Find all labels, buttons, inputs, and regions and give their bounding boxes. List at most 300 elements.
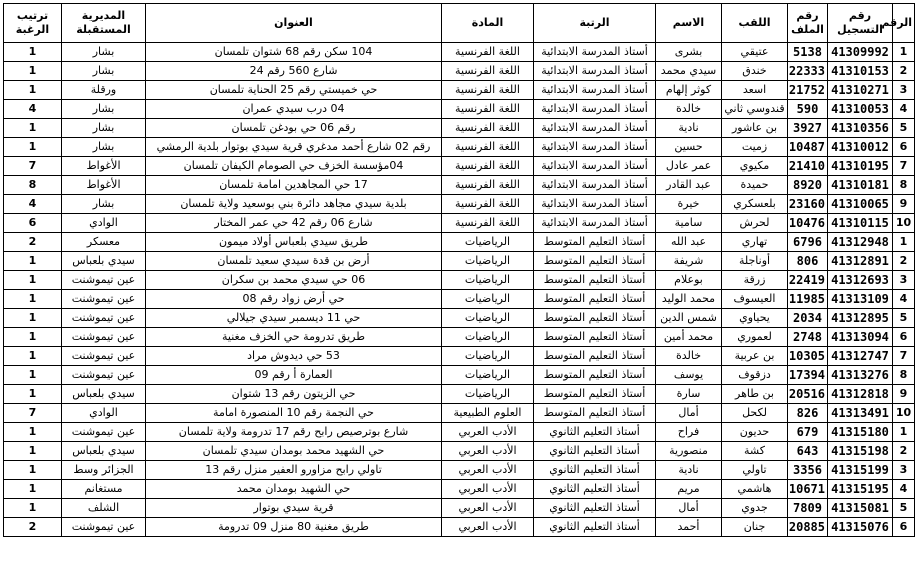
cell-address: حي خميستي رقم 25 الحناية تلمسان (146, 81, 442, 100)
cell-preference-rank: 1 (4, 81, 62, 100)
cell-address: أرض بن قدة سيدي سعيد تلمسان (146, 252, 442, 271)
cell-registration: 41315081 (828, 499, 893, 518)
cell-registration: 41312948 (828, 233, 893, 252)
cell-grade: أستاذ المدرسة الابتدائية (534, 43, 656, 62)
cell-directorate: بشار (62, 195, 146, 214)
cell-file-number: 2748 (788, 328, 828, 347)
cell-directorate: مستغانم (62, 480, 146, 499)
cell-num: 1 (893, 423, 915, 442)
cell-surname: زرقة (722, 271, 788, 290)
cell-num: 4 (893, 290, 915, 309)
cell-grade: أستاذ المدرسة الابتدائية (534, 62, 656, 81)
table-row (4, 366, 915, 385)
cell-directorate: بشار (62, 100, 146, 119)
cell-preference-rank: 1 (4, 290, 62, 309)
cell-surname: لعموري (722, 328, 788, 347)
cell-name: سيدي محمد (656, 62, 722, 81)
cell-num: 2 (893, 62, 915, 81)
table-row (4, 157, 915, 176)
cell-name: عمر عادل (656, 157, 722, 176)
cell-address: شارع 06 رقم 42 حي عمر المختار (146, 214, 442, 233)
header-registration: رقم التسجيل (828, 4, 893, 43)
cell-address: حي الزيتون رقم 13 شتوان (146, 385, 442, 404)
table-row (4, 423, 915, 442)
cell-registration: 41313109 (828, 290, 893, 309)
cell-address: حي النجمة رقم 10 المنصورة امامة (146, 404, 442, 423)
cell-surname: لحرش (722, 214, 788, 233)
cell-surname: بن طاهر (722, 385, 788, 404)
cell-surname: هاشمي (722, 480, 788, 499)
cell-subject: الأدب العربي (442, 423, 534, 442)
cell-surname: زميت (722, 138, 788, 157)
cell-directorate: عين تيموشنت (62, 271, 146, 290)
cell-directorate: عين تيموشنت (62, 347, 146, 366)
cell-name: مريم (656, 480, 722, 499)
cell-surname: اسعد (722, 81, 788, 100)
cell-num: 3 (893, 271, 915, 290)
cell-surname: مكيوي (722, 157, 788, 176)
cell-address: 04 درب سيدي عمران (146, 100, 442, 119)
cell-preference-rank: 4 (4, 100, 62, 119)
cell-address: طريق سيدي بلعباس أولاد ميمون (146, 233, 442, 252)
header-row (4, 4, 915, 43)
cell-subject: الرياضيات (442, 271, 534, 290)
cell-preference-rank: 1 (4, 385, 62, 404)
table-row (4, 214, 915, 233)
cell-address: 104 سكن رقم 68 شتوان تلمسان (146, 43, 442, 62)
cell-directorate: عين تيموشنت (62, 423, 146, 442)
cell-grade: أستاذ المدرسة الابتدائية (534, 138, 656, 157)
cell-name: منصورية (656, 442, 722, 461)
table-row (4, 385, 915, 404)
cell-registration: 41315195 (828, 480, 893, 499)
cell-file-number: 20516 (788, 385, 828, 404)
cell-preference-rank: 1 (4, 347, 62, 366)
cell-file-number: 10487 (788, 138, 828, 157)
cell-address: 06 حي سيدي محمد بن سكران (146, 271, 442, 290)
cell-directorate: عين تيموشنت (62, 366, 146, 385)
cell-preference-rank: 2 (4, 233, 62, 252)
cell-registration: 41309992 (828, 43, 893, 62)
cell-subject: اللغة الفرنسية (442, 157, 534, 176)
cell-preference-rank: 1 (4, 480, 62, 499)
table-row (4, 233, 915, 252)
cell-file-number: 3356 (788, 461, 828, 480)
cell-num: 4 (893, 100, 915, 119)
cell-address: شارع بوترصيص رابح رقم 17 تدرومة ولاية تلمسان (146, 423, 442, 442)
cell-directorate: عين تيموشنت (62, 309, 146, 328)
cell-preference-rank: 1 (4, 138, 62, 157)
cell-subject: العلوم الطبيعية (442, 404, 534, 423)
cell-directorate: عين تيموشنت (62, 328, 146, 347)
cell-registration: 41313276 (828, 366, 893, 385)
cell-directorate: بشار (62, 62, 146, 81)
cell-preference-rank: 8 (4, 176, 62, 195)
cell-surname: جنان (722, 518, 788, 537)
cell-name: أمال (656, 499, 722, 518)
cell-preference-rank: 1 (4, 423, 62, 442)
cell-num: 10 (893, 404, 915, 423)
cell-num: 5 (893, 309, 915, 328)
cell-subject: الرياضيات (442, 252, 534, 271)
cell-name: فراح (656, 423, 722, 442)
cell-registration: 41310356 (828, 119, 893, 138)
cell-grade: أستاذ التعليم المتوسط (534, 271, 656, 290)
cell-registration: 41310012 (828, 138, 893, 157)
cell-surname: خندق (722, 62, 788, 81)
table-row (4, 43, 915, 62)
header-surname: اللقب (722, 4, 788, 43)
header-preference-rank: ترتيب الرغبة (4, 4, 62, 43)
cell-file-number: 3927 (788, 119, 828, 138)
cell-directorate: معسكر (62, 233, 146, 252)
table-row (4, 461, 915, 480)
cell-address: شارع 560 رقم 24 (146, 62, 442, 81)
cell-file-number: 22419 (788, 271, 828, 290)
cell-address: تاولي رابح مزاورو العفير منزل رقم 13 (146, 461, 442, 480)
cell-surname: تاولي (722, 461, 788, 480)
cell-grade: أستاذ التعليم الثانوي (534, 518, 656, 537)
cell-name: كوثر إلهام (656, 81, 722, 100)
cell-num: 5 (893, 499, 915, 518)
cell-num: 2 (893, 442, 915, 461)
cell-grade: أستاذ التعليم المتوسط (534, 309, 656, 328)
cell-preference-rank: 1 (4, 461, 62, 480)
cell-grade: أستاذ التعليم المتوسط (534, 347, 656, 366)
cell-num: 1 (893, 43, 915, 62)
cell-directorate: الجزائر وسط (62, 461, 146, 480)
cell-directorate: الأغواط (62, 176, 146, 195)
cell-name: أحمد (656, 518, 722, 537)
table-row (4, 119, 915, 138)
cell-registration: 41310115 (828, 214, 893, 233)
header-subject: المادة (442, 4, 534, 43)
cell-num: 1 (893, 233, 915, 252)
cell-surname: عتيقي (722, 43, 788, 62)
cell-address: حي أرض زواد رقم 08 (146, 290, 442, 309)
cell-grade: أستاذ المدرسة الابتدائية (534, 214, 656, 233)
cell-grade: أستاذ المدرسة الابتدائية (534, 119, 656, 138)
cell-subject: الرياضيات (442, 347, 534, 366)
table-row (4, 290, 915, 309)
header-name: الاسم (656, 4, 722, 43)
cell-grade: أستاذ التعليم المتوسط (534, 404, 656, 423)
table-row (4, 176, 915, 195)
cell-file-number: 20885 (788, 518, 828, 537)
table-row (4, 62, 915, 81)
cell-address: رقم 06 حي بودغن تلمسان (146, 119, 442, 138)
cell-grade: أستاذ التعليم المتوسط (534, 233, 656, 252)
cell-preference-rank: 4 (4, 195, 62, 214)
table-body (4, 43, 915, 537)
cell-surname: بن عاشور (722, 119, 788, 138)
table-row (4, 347, 915, 366)
cell-directorate: سيدي بلعباس (62, 442, 146, 461)
document-page (0, 3, 917, 570)
cell-surname: حميدة (722, 176, 788, 195)
cell-subject: الرياضيات (442, 309, 534, 328)
cell-subject: الأدب العربي (442, 442, 534, 461)
cell-preference-rank: 1 (4, 442, 62, 461)
cell-grade: أستاذ التعليم الثانوي (534, 461, 656, 480)
cell-surname: قندوسي ثاني (722, 100, 788, 119)
cell-file-number: 23160 (788, 195, 828, 214)
cell-num: 8 (893, 176, 915, 195)
table-row (4, 309, 915, 328)
table-row (4, 404, 915, 423)
cell-subject: الأدب العربي (442, 518, 534, 537)
cell-directorate: ورقلة (62, 81, 146, 100)
cell-file-number: 11985 (788, 290, 828, 309)
cell-subject: اللغة الفرنسية (442, 62, 534, 81)
cell-preference-rank: 1 (4, 366, 62, 385)
cell-address: 04مؤسسة الخزف حي الصومام الكيفان تلمسان (146, 157, 442, 176)
cell-file-number: 10671 (788, 480, 828, 499)
table-row (4, 195, 915, 214)
cell-file-number: 6796 (788, 233, 828, 252)
table-row (4, 442, 915, 461)
cell-address: حي الشهيد بومدان محمد (146, 480, 442, 499)
cell-num: 7 (893, 347, 915, 366)
cell-grade: أستاذ التعليم الثانوي (534, 480, 656, 499)
cell-registration: 41310065 (828, 195, 893, 214)
header-file-number: رقم الملف (788, 4, 828, 43)
cell-name: نادية (656, 119, 722, 138)
cell-subject: الرياضيات (442, 385, 534, 404)
cell-subject: اللغة الفرنسية (442, 176, 534, 195)
cell-registration: 41312693 (828, 271, 893, 290)
cell-directorate: بشار (62, 119, 146, 138)
cell-registration: 41310153 (828, 62, 893, 81)
header-grade: الرتبة (534, 4, 656, 43)
cell-surname: لكحل (722, 404, 788, 423)
table-row (4, 328, 915, 347)
cell-name: يوسف (656, 366, 722, 385)
cell-address: بلدية سيدي مجاهد دائرة بني بوسعيد ولاية تلمسان (146, 195, 442, 214)
cell-subject: الرياضيات (442, 233, 534, 252)
cell-surname: تهاري (722, 233, 788, 252)
cell-name: سارة (656, 385, 722, 404)
cell-num: 10 (893, 214, 915, 233)
cell-subject: الأدب العربي (442, 461, 534, 480)
cell-preference-rank: 1 (4, 271, 62, 290)
cell-name: عبد القادر (656, 176, 722, 195)
cell-preference-rank: 1 (4, 62, 62, 81)
cell-registration: 41310053 (828, 100, 893, 119)
cell-preference-rank: 7 (4, 404, 62, 423)
cell-subject: الرياضيات (442, 290, 534, 309)
table-row (4, 138, 915, 157)
cell-address: طريق مغنية 80 منزل 09 تدرومة (146, 518, 442, 537)
cell-address: رقم 02 شارع أحمد مدغري قرية سيدي بوتوار بلدية الرمشي (146, 138, 442, 157)
cell-grade: أستاذ المدرسة الابتدائية (534, 176, 656, 195)
header-directorate: المديرية المستقبلة (62, 4, 146, 43)
cell-num: 5 (893, 119, 915, 138)
cell-preference-rank: 1 (4, 499, 62, 518)
cell-subject: اللغة الفرنسية (442, 138, 534, 157)
cell-name: نادية (656, 461, 722, 480)
cell-address: قرية سيدي بوتوار (146, 499, 442, 518)
cell-registration: 41310181 (828, 176, 893, 195)
cell-name: محمد الوليد (656, 290, 722, 309)
cell-name: بوعلام (656, 271, 722, 290)
cell-preference-rank: 7 (4, 157, 62, 176)
cell-num: 6 (893, 328, 915, 347)
cell-surname: العيسوف (722, 290, 788, 309)
cell-subject: الرياضيات (442, 328, 534, 347)
cell-directorate: الأغواط (62, 157, 146, 176)
cell-file-number: 22333 (788, 62, 828, 81)
cell-registration: 41315199 (828, 461, 893, 480)
cell-name: أمال (656, 404, 722, 423)
cell-preference-rank: 1 (4, 252, 62, 271)
cell-file-number: 21752 (788, 81, 828, 100)
cell-name: خيرة (656, 195, 722, 214)
table-row (4, 480, 915, 499)
cell-registration: 41312895 (828, 309, 893, 328)
cell-subject: اللغة الفرنسية (442, 100, 534, 119)
cell-num: 9 (893, 195, 915, 214)
cell-directorate: سيدي بلعباس (62, 385, 146, 404)
cell-preference-rank: 1 (4, 309, 62, 328)
cell-surname: يحياوي (722, 309, 788, 328)
table-row (4, 81, 915, 100)
cell-num: 7 (893, 157, 915, 176)
cell-subject: اللغة الفرنسية (442, 43, 534, 62)
cell-directorate: الوادي (62, 214, 146, 233)
cell-registration: 41312747 (828, 347, 893, 366)
cell-grade: أستاذ التعليم الثانوي (534, 442, 656, 461)
cell-subject: الأدب العربي (442, 480, 534, 499)
cell-preference-rank: 1 (4, 43, 62, 62)
cell-address: 17 حي المجاهدين امامة تلمسان (146, 176, 442, 195)
cell-grade: أستاذ المدرسة الابتدائية (534, 195, 656, 214)
cell-num: 3 (893, 81, 915, 100)
cell-surname: أوناجلة (722, 252, 788, 271)
transfer-table (3, 3, 915, 537)
cell-registration: 41310195 (828, 157, 893, 176)
cell-directorate: الوادي (62, 404, 146, 423)
cell-address: حي الشهيد محمد بومدان سيدي تلمسان (146, 442, 442, 461)
cell-surname: بن عربية (722, 347, 788, 366)
cell-registration: 41315198 (828, 442, 893, 461)
cell-preference-rank: 2 (4, 518, 62, 537)
cell-subject: اللغة الفرنسية (442, 214, 534, 233)
cell-num: 6 (893, 138, 915, 157)
table-row (4, 271, 915, 290)
cell-registration: 41315076 (828, 518, 893, 537)
cell-directorate: عين تيموشنت (62, 518, 146, 537)
cell-grade: أستاذ المدرسة الابتدائية (534, 100, 656, 119)
cell-file-number: 21410 (788, 157, 828, 176)
cell-surname: كشة (722, 442, 788, 461)
cell-subject: اللغة الفرنسية (442, 81, 534, 100)
cell-name: محمد أمين (656, 328, 722, 347)
cell-grade: أستاذ التعليم المتوسط (534, 328, 656, 347)
cell-directorate: بشار (62, 138, 146, 157)
cell-address: 53 حي ديدوش مراد (146, 347, 442, 366)
cell-grade: أستاذ التعليم المتوسط (534, 366, 656, 385)
cell-name: سامية (656, 214, 722, 233)
cell-grade: أستاذ التعليم الثانوي (534, 423, 656, 442)
cell-subject: اللغة الفرنسية (442, 195, 534, 214)
cell-grade: أستاذ التعليم المتوسط (534, 385, 656, 404)
cell-address: العمارة أ رقم 09 (146, 366, 442, 385)
header-num: الرقم (893, 4, 915, 43)
cell-preference-rank: 1 (4, 328, 62, 347)
cell-surname: جدوي (722, 499, 788, 518)
cell-grade: أستاذ المدرسة الابتدائية (534, 157, 656, 176)
cell-preference-rank: 1 (4, 119, 62, 138)
cell-directorate: بشار (62, 43, 146, 62)
table-row (4, 252, 915, 271)
cell-file-number: 8920 (788, 176, 828, 195)
table-row (4, 499, 915, 518)
cell-registration: 41315180 (828, 423, 893, 442)
cell-num: 3 (893, 461, 915, 480)
cell-num: 9 (893, 385, 915, 404)
header-address: العنوان (146, 4, 442, 43)
cell-file-number: 643 (788, 442, 828, 461)
cell-subject: الرياضيات (442, 366, 534, 385)
cell-preference-rank: 6 (4, 214, 62, 233)
cell-address: حي 11 ديسمبر سيدي جيلالي (146, 309, 442, 328)
cell-surname: بلعسكري (722, 195, 788, 214)
cell-file-number: 590 (788, 100, 828, 119)
cell-file-number: 10305 (788, 347, 828, 366)
cell-name: حسين (656, 138, 722, 157)
cell-name: خالدة (656, 347, 722, 366)
cell-directorate: الشلف (62, 499, 146, 518)
cell-name: بشرى (656, 43, 722, 62)
cell-registration: 41312818 (828, 385, 893, 404)
cell-address: طريق تدرومة حي الخزف مغنية (146, 328, 442, 347)
table-row (4, 100, 915, 119)
cell-file-number: 826 (788, 404, 828, 423)
cell-name: شمس الدين (656, 309, 722, 328)
cell-file-number: 17394 (788, 366, 828, 385)
cell-directorate: سيدي بلعباس (62, 252, 146, 271)
cell-grade: أستاذ المدرسة الابتدائية (534, 81, 656, 100)
cell-registration: 41310271 (828, 81, 893, 100)
cell-file-number: 806 (788, 252, 828, 271)
cell-grade: أستاذ التعليم المتوسط (534, 252, 656, 271)
cell-surname: حديون (722, 423, 788, 442)
cell-file-number: 2034 (788, 309, 828, 328)
cell-registration: 41313094 (828, 328, 893, 347)
cell-subject: اللغة الفرنسية (442, 119, 534, 138)
cell-grade: أستاذ التعليم المتوسط (534, 290, 656, 309)
cell-subject: الأدب العربي (442, 499, 534, 518)
cell-file-number: 10476 (788, 214, 828, 233)
cell-directorate: عين تيموشنت (62, 290, 146, 309)
cell-file-number: 679 (788, 423, 828, 442)
cell-num: 2 (893, 252, 915, 271)
cell-name: شريفة (656, 252, 722, 271)
cell-registration: 41312891 (828, 252, 893, 271)
cell-name: خالدة (656, 100, 722, 119)
cell-surname: دزقوف (722, 366, 788, 385)
cell-registration: 41313491 (828, 404, 893, 423)
cell-num: 4 (893, 480, 915, 499)
cell-num: 6 (893, 518, 915, 537)
cell-file-number: 7809 (788, 499, 828, 518)
cell-num: 8 (893, 366, 915, 385)
cell-name: عبد الله (656, 233, 722, 252)
cell-grade: أستاذ التعليم الثانوي (534, 499, 656, 518)
cell-file-number: 5138 (788, 43, 828, 62)
table-row (4, 518, 915, 537)
